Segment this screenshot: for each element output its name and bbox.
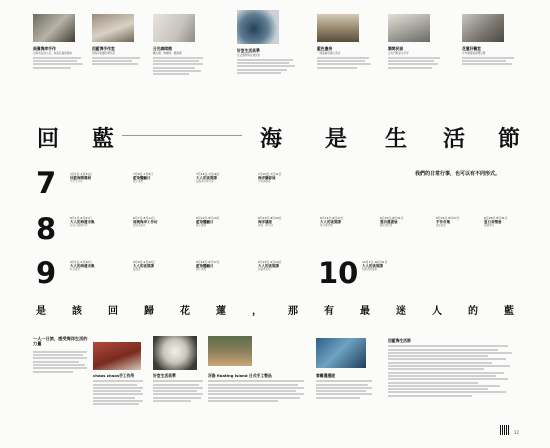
event-8-5: 8月21日-8月27日 大人的夜間課 星空與浪聲 — [320, 216, 344, 228]
event-7-1: 7月1日-7月31日 回藍海開幕展 手作工作坊 — [70, 172, 92, 184]
photo-chaos — [93, 342, 141, 370]
photo-shop-1 — [33, 14, 75, 42]
photo-shop-7 — [462, 14, 504, 42]
top-col-3 — [153, 46, 205, 76]
event-8-1: 8月1日-8月31日 大人的海邊市集 在地小農與手作 — [70, 216, 95, 228]
event-8-4: 8月19日-8月20日 海洋講座 與海一起生活 — [258, 216, 282, 228]
headline-rule — [122, 135, 242, 136]
feature-col-1 — [93, 373, 145, 407]
top-title-2: 回藍海手作室 — [92, 46, 115, 51]
photo-shop-2 — [92, 14, 134, 42]
event-10-1: 10月1日-10月31日 大人的夜間課 回藍海閉幕展 — [362, 260, 388, 272]
credits — [388, 338, 518, 398]
slogan-char-3: 回 — [108, 306, 118, 317]
feature-title-1: chaos chaos手工作所 — [93, 373, 135, 378]
feature-col-3 — [208, 373, 308, 403]
event-8-3: 8月12日-8月13日 藍染體驗日 親子課程 — [196, 216, 220, 228]
event-8-8: 8月28日-8月31日 夏日音樂會 海邊草地 — [484, 216, 508, 228]
photo-spring — [316, 338, 366, 368]
event-9-4: 9月23日-9月24日 大人的夜間課 海邊電影院 — [258, 260, 282, 272]
photo-goodroom — [153, 336, 197, 370]
slogan-char-4: 歸 — [144, 306, 154, 317]
slogan-char-8: 那 — [288, 306, 298, 317]
event-9-1: 9月1日-9月30日 大人的海邊市集 秋日限定 — [70, 260, 95, 272]
top-desc-7: 手作課程與展覽空間 — [462, 52, 486, 55]
top-title-1: 南濱海岸手作 — [33, 46, 56, 51]
qr-code-icon — [500, 425, 510, 435]
top-col-7 — [462, 46, 518, 67]
event-7-3: 7月14日-7月16日 大人的夜間課 海邊漫步與分享 — [196, 172, 220, 184]
slogan-char-6: 蓮 — [216, 306, 226, 317]
top-col-4 — [237, 48, 297, 75]
slogan-char-9: 有 — [324, 306, 334, 317]
top-title-5: 藍色書房 — [317, 46, 333, 51]
slogan-char-5: 花 — [180, 306, 190, 317]
feature-title-4: 春藝漫漫遊 — [316, 373, 335, 378]
feature-title-3: 浮島 floating island 日式手工製品 — [208, 373, 272, 378]
slogan-char-12: 人 — [432, 306, 442, 317]
month-9: 9 — [36, 256, 57, 290]
slogan-char-13: 的 — [468, 306, 478, 317]
event-9-3: 9月16日-9月17日 藍染體驗日 親子課程 — [196, 260, 220, 272]
slogan-char-1: 是 — [36, 306, 46, 317]
event-9-2: 9月9日-9月10日 大人的夜間課 讀書會 — [133, 260, 155, 272]
intro-title: 一人一日旅，感受海洋生活的力量 — [33, 336, 88, 347]
event-7-4: 7月20日-7月31日 海洋攝影展 市集與講座 — [258, 172, 282, 184]
feature-col-4 — [316, 373, 376, 400]
slogan-char-14: 藍 — [504, 306, 514, 317]
slogan-char-7: ， — [252, 306, 262, 317]
headline-char-4: 是 — [325, 126, 348, 152]
top-desc-3: 曬太陽、喝咖啡、聽海聲 — [153, 52, 182, 55]
bottom-intro — [33, 336, 89, 374]
photo-floating — [208, 336, 252, 366]
top-title-6: 潮間民宿 — [388, 46, 404, 51]
headline-char-7: 節 — [498, 126, 521, 152]
slogan-char-10: 最 — [360, 306, 370, 317]
page-number: 22 — [514, 430, 520, 435]
top-title-4: 好室生活美學 — [237, 48, 260, 53]
top-desc-4: 生活器物與在地設計 — [237, 54, 261, 57]
feature-col-2 — [153, 373, 205, 403]
headline-char-6: 活 — [443, 126, 466, 152]
month-7: 7 — [36, 166, 57, 200]
top-col-1 — [33, 46, 85, 70]
photo-shop-3 — [153, 14, 195, 42]
event-8-7: 8月26日-8月27日 手作市集 週末限定 — [436, 216, 460, 228]
slogan-char-2: 該 — [72, 306, 82, 317]
photo-shop-6 — [388, 14, 430, 42]
headline-char-1: 回 — [37, 126, 60, 152]
top-title-3: 日光咖啡館 — [153, 46, 172, 51]
top-title-7: 花蓮好藝室 — [462, 46, 481, 51]
slogan-char-11: 迷 — [396, 306, 406, 317]
top-desc-2: 把海洋的顏色帶回家 — [92, 52, 116, 55]
top-col-6 — [388, 46, 444, 70]
event-7-2: 7月8日-7月9日 藍染體驗日 親子課程 — [133, 172, 153, 184]
event-8-6: 8月23日-8月31日 書店選書展 關於海的書 — [380, 216, 404, 228]
headline-char-5: 生 — [385, 126, 408, 152]
headline-char-2: 藍 — [92, 126, 115, 152]
month-10: 10 — [318, 256, 359, 290]
top-col-5 — [317, 46, 373, 70]
top-col-2 — [92, 46, 144, 67]
top-desc-6: 走出門就是太平洋 — [388, 52, 409, 55]
event-8-2: 8月7日-8月11日 南濱海岸工作坊 漂流木創作 — [133, 216, 158, 228]
top-desc-1: 以海為名的小店，收集花蓮的海味 — [33, 52, 72, 55]
feature-title-2: 好室生活美學 — [153, 373, 176, 378]
credits-title: 回藍海生活節 — [388, 338, 411, 343]
top-desc-5: 一間面海的獨立書店 — [317, 52, 341, 55]
photo-shop-5 — [317, 14, 359, 42]
month-8: 8 — [36, 212, 57, 246]
photo-shop-4 — [237, 10, 279, 44]
headline-char-3: 海 — [260, 126, 283, 152]
tagline: 我們的日常行事，也可以有不同形式。 — [415, 171, 501, 177]
